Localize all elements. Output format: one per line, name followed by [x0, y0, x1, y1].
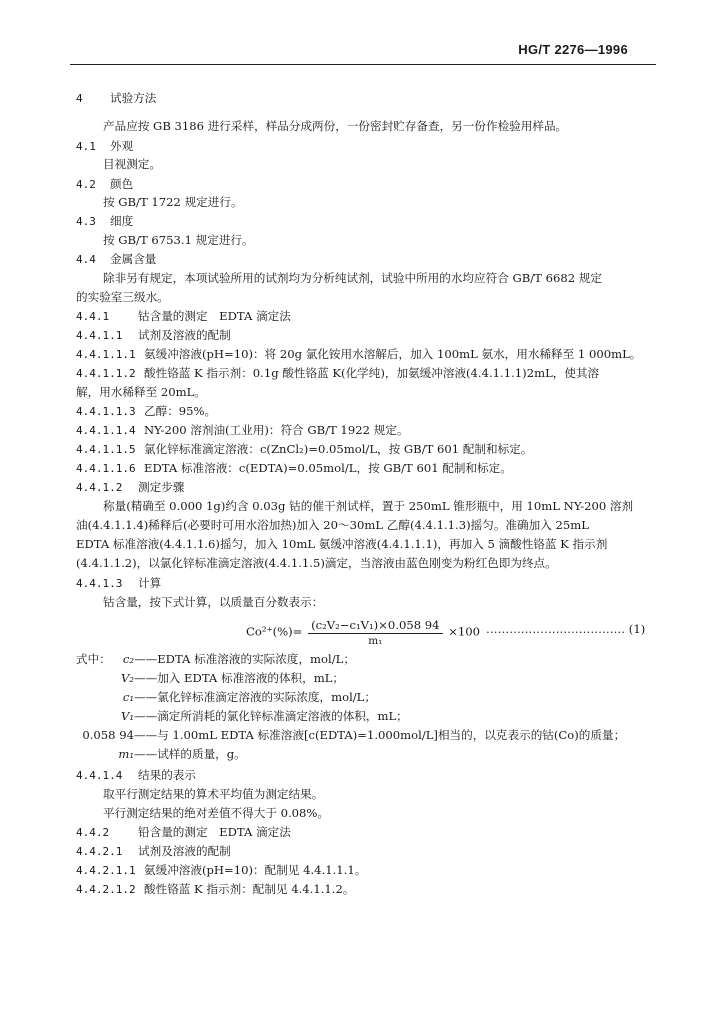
definition-text: ——加入 EDTA 标准溶液的体积，mL； — [134, 671, 345, 685]
clause-number: 4.1 — [76, 140, 96, 153]
clause-title: 钴含量的测定 EDTA 滴定法 — [138, 309, 291, 323]
section-number: 4 — [76, 92, 83, 105]
paragraph-line: 钴含量，按下式计算，以质量百分数表示： — [103, 595, 324, 609]
paragraph-line: 取平行测定结果的算术平均值为测定结果。 — [103, 787, 324, 801]
section-title: 试验方法 — [110, 91, 157, 105]
clause-number: 4.4.1.1 — [76, 329, 123, 342]
clause-heading — [76, 308, 654, 325]
clause-number: 4.4.1.1.1 — [76, 348, 136, 361]
clause-title: 金属含量 — [110, 252, 157, 266]
clause-heading — [76, 767, 654, 784]
header-rule — [70, 64, 656, 65]
definition-text: ——试样的质量，g。 — [134, 747, 246, 761]
clause-heading — [76, 824, 654, 841]
paragraph-line: 称量(精确至 0.000 1g)约含 0.03g 钴的催干剂试样，置于 250mL 锥形瓶中，用 10mL NY-200 溶剂 — [103, 499, 634, 513]
definition-text: ——与 1.00mL EDTA 标准溶液[c(EDTA)=1.000mol/L]相当的，以克表示的钴(Co)的质量； — [134, 728, 626, 742]
clause-heading — [76, 403, 654, 420]
formula-lhs: Co²⁺(%)= — [246, 624, 303, 639]
clause-heading — [76, 460, 654, 477]
definitions-intro: 式中： — [76, 652, 111, 666]
section-heading — [76, 90, 654, 107]
definition-text: ——氯化锌标准滴定溶液的实际浓度，mol/L； — [134, 690, 376, 704]
clause-number: 4.4.1.1.5 — [76, 443, 136, 456]
paragraph-line: 油(4.4.1.1.4)稀释后(必要时可用水浴加热)加入 20～30mL 乙醇(4.4.1.1.3)摇匀。准确加入 25mL — [76, 518, 589, 532]
formula-fraction — [308, 618, 442, 647]
clause-heading — [76, 843, 654, 860]
clause-title: 氯化锌标准滴定溶液：c(ZnCl₂)=0.05mol/L，按 GB/T 601 配制和标定。 — [144, 442, 533, 456]
clause-number: 4.2 — [76, 178, 96, 191]
clause-number: 4.4.1.4 — [76, 769, 123, 782]
clause-title: NY-200 溶剂油(工业用)：符合 GB/T 1922 规定。 — [144, 423, 409, 437]
clause-number: 4.4.1.1.6 — [76, 462, 136, 475]
clause-number: 4.4.1.2 — [76, 481, 123, 494]
clause-heading — [76, 327, 654, 344]
clause-number: 4.4.1.3 — [76, 577, 123, 590]
clause-title: 计算 — [138, 576, 162, 590]
clause-number: 4.4.2.1.1 — [76, 864, 136, 877]
clause-title: 酸性铬蓝 K 指示剂：配制见 4.4.1.1.2。 — [144, 882, 355, 896]
clause-heading — [76, 479, 654, 496]
paragraph-line: EDTA 标准溶液(4.4.1.1.6)摇匀，加入 10mL 氨缓冲溶液(4.4.1.1.1)，再加入 5 滴酸性铬蓝 K 指示剂 — [76, 537, 608, 551]
definition-line — [74, 727, 625, 743]
clause-number: 4.4.1.1.2 — [76, 367, 136, 380]
definition-symbol: m₁ — [118, 747, 134, 761]
clause-title: 外观 — [110, 139, 134, 153]
clause-title: 酸性铬蓝 K 指示剂：0.1g 酸性铬蓝 K(化学纯)，加氨缓冲溶液(4.4.1.1.1)2mL，使其溶 — [144, 366, 600, 380]
paragraph-line: 按 GB/T 6753.1 规定进行。 — [103, 233, 254, 247]
clause-heading — [76, 346, 654, 363]
definition-line — [110, 708, 408, 724]
definition-line — [110, 746, 246, 762]
clause-heading — [76, 862, 654, 879]
clause-heading — [76, 251, 654, 268]
definition-line — [110, 651, 355, 667]
definition-symbol: V₂ — [120, 671, 134, 685]
equation-number: ……………………………… (1) — [486, 622, 646, 636]
formula-tail: ×100 — [448, 624, 481, 639]
paragraph-line: 解，用水稀释至 20mL。 — [76, 385, 206, 399]
paragraph-line: 的实验室三级水。 — [76, 290, 169, 304]
clause-number: 4.4.2.1.2 — [76, 883, 136, 896]
clause-heading — [76, 213, 654, 230]
clause-heading — [76, 575, 654, 592]
clause-number: 4.4.2 — [76, 826, 110, 839]
definition-symbol: c₁ — [122, 690, 134, 704]
clause-number: 4.4.1.1.4 — [76, 424, 136, 437]
clause-heading — [76, 176, 654, 193]
clause-title: 乙醇：95%。 — [144, 404, 217, 418]
clause-title: 细度 — [110, 214, 134, 228]
clause-title: 试剂及溶液的配制 — [138, 844, 231, 858]
clause-title: 氨缓冲溶液(pH=10)：配制见 4.4.1.1.1。 — [144, 863, 367, 877]
paragraph-line: 目视测定。 — [103, 157, 161, 171]
paragraph-line: 除非另有规定，本项试验所用的试剂均为分析纯试剂，试验中所用的水均应符合 GB/T 6682 规定 — [103, 271, 602, 285]
clause-number: 4.4.1.1.3 — [76, 405, 136, 418]
cobalt-formula — [246, 618, 480, 647]
clause-heading — [76, 441, 654, 458]
definition-line — [110, 689, 376, 705]
standard-code: HG/T 2276—1996 — [518, 42, 628, 57]
clause-number: 4.3 — [76, 215, 96, 228]
clause-title: 氨缓冲溶液(pH=10)：将 20g 氯化铵用水溶解后，加入 100mL 氨水，用水稀释至 1 000mL。 — [144, 347, 642, 361]
definition-line — [110, 670, 344, 686]
clause-title: EDTA 标准溶液：c(EDTA)=0.05mol/L，按 GB/T 601 配制和标定。 — [144, 461, 512, 475]
clause-title: 颜色 — [110, 177, 134, 191]
clause-title: 测定步骤 — [138, 480, 185, 494]
clause-heading — [76, 138, 654, 155]
paragraph-line: (4.4.1.1.2)，以氯化锌标准滴定溶液(4.4.1.1.5)滴定，当溶液由蓝色刚变为粉红色即为终点。 — [76, 556, 557, 570]
clause-heading — [76, 422, 654, 439]
definition-text: ——滴定所消耗的氯化锌标准滴定溶液的体积，mL； — [134, 709, 408, 723]
formula-numerator: (c₂V₂−c₁V₁)×0.058 94 — [308, 618, 442, 634]
paragraph-line: 平行测定结果的绝对差值不得大于 0.08%。 — [103, 806, 330, 820]
clause-number: 4.4 — [76, 253, 96, 266]
definition-symbol: V₁ — [120, 709, 134, 723]
clause-number: 4.4.1 — [76, 310, 110, 323]
clause-title: 结果的表示 — [138, 768, 196, 782]
clause-number: 4.4.2.1 — [76, 845, 123, 858]
definition-text: ——EDTA 标准溶液的实际浓度，mol/L； — [134, 652, 355, 666]
definition-symbol: c₂ — [122, 652, 134, 666]
clause-title: 铅含量的测定 EDTA 滴定法 — [138, 825, 291, 839]
definition-symbol: 0.058 94 — [82, 728, 134, 742]
formula-denominator: m₁ — [368, 635, 383, 647]
paragraph-line: 按 GB/T 1722 规定进行。 — [103, 195, 243, 209]
clause-heading — [76, 365, 654, 382]
clause-title: 试剂及溶液的配制 — [138, 328, 231, 342]
clause-heading — [76, 881, 654, 898]
paragraph-line: 产品应按 GB 3186 进行采样，样品分成两份，一份密封贮存备查，另一份作检验用样品。 — [103, 119, 568, 133]
